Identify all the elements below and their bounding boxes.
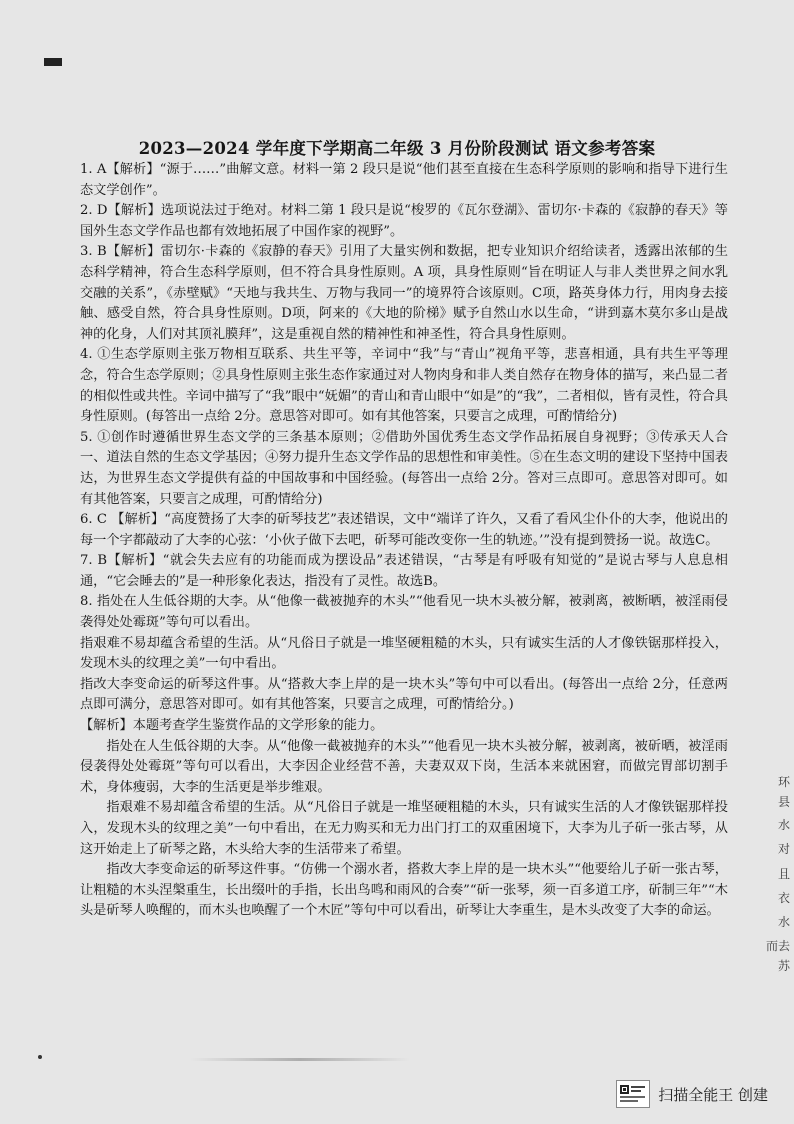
- answer-paragraph: 2. D【解析】选项说法过于绝对。材料二第 1 段只是说“梭罗的《瓦尔登湖》、雷切尔·卡森的《寂静的春天》等国外生态文学作品也都有效地拓展了中国作家的视野”。: [80, 203, 728, 239]
- scan-smudge: [190, 1058, 410, 1061]
- edge-glyph: 且: [777, 867, 790, 881]
- answer-body: [80, 160, 728, 922]
- scan-corner-mark: [44, 58, 62, 66]
- answer-paragraph: 指处在人生低谷期的大李。从“他像一截被抛弃的木头”“他看见一块木头被分解，被剥离，被斫晒，被淫雨侵袭得处处霉斑”等句可以看出，大李因企业经营不善，夫妻双双下岗，生活本来就困窘，而做完胃部切割手术，身体瘦弱，大李的生活更是举步维艰。: [80, 738, 728, 795]
- answer-paragraph: 3. B【解析】雷切尔·卡森的《寂静的春天》引用了大量实例和数据，把专业知识介绍给读者，透露出浓郁的生态科学精神，符合生态科学原则，但不符合具身性原则。A 项，具身性原则“旨在明证人与非人类世界之间水乳交融的关系”，《赤壁赋》“天地与我共生、万物与我同一”的境界符合该原则。C项，路英身体力行，用肉身去接触、感受自然，符合具身性原则。D项，阿来的《大地的阶梯》赋予自然山水以生命，“讲到嘉木莫尔多山是战神的化身，人们对其顶礼膜拜”，这是重视自然的精神性和神圣性，符合具身性原则。: [80, 244, 728, 342]
- answer-paragraph: 【解析】本题考查学生鉴赏作品的文学形象的能力。: [80, 718, 384, 734]
- edge-glyph: 而去: [765, 939, 790, 953]
- edge-glyph: 衣: [777, 891, 790, 905]
- edge-glyph: 环: [777, 775, 790, 789]
- watermark: [616, 1080, 768, 1108]
- edge-glyph: 水: [777, 818, 790, 832]
- answer-paragraph: 6. C 【解析】“高度赞扬了大李的斫琴技艺”表述错误，文中“端详了许久，又看了看风尘仆仆的大李，他说出的每一个字都敲动了大李的心弦：‘小伙子做下去吧，斫琴可能改变你一生的轨迹。’”没有提到赞扬一说。故选C。: [80, 512, 728, 548]
- answer-paragraph: 指艰难不易却蕴含希望的生活。从“凡俗日子就是一堆坚硬粗糙的木头，只有诚实生活的人才像铁锯那样投入，发现木头的纹理之美”一句中看出。: [80, 635, 728, 672]
- answer-paragraph: 5. ①创作时遵循世界生态文学的三条基本原则；②借助外国优秀生态文学作品拓展自身视野；③传承天人合一、道法自然的生态文学基因；④努力提升生态文学作品的思想性和审美性。⑤在生态文明的建设下坚持中国表达，为世界生态文学提供有益的中国故事和中国经验。(每答出一点给 2分。答对三点即可。意思答对即可。如有其他答案，只要言之成理，可酌情给分): [80, 429, 728, 507]
- page-title: 2023—2024 学年度下学期高二年级 3 月份阶段测试 语文参考答案: [138, 139, 656, 158]
- edge-glyph: 县: [777, 795, 790, 809]
- bleed-through-edge: [754, 0, 794, 1124]
- scan-dot: [38, 1055, 42, 1059]
- answer-paragraph: 4. ①生态学原则主张万物相互联系、共生平等，辛词中“我”与“青山”视角平等，悲喜相通，具有共生平等理念，符合生态学原则；②具身性原则主张生态作家通过对人物肉身和非人类自然存在物身体的描写，来凸显二者的相似性或共性。辛词中描写了“我”眼中“妩媚”的青山和青山眼中“如是”的“我”，二者相似，皆有灵性，符合具身性原则。(每答出一点给 2分。意思答对即可。如有其他答案，只要言之成理，可酌情给分): [80, 347, 728, 425]
- answer-paragraph: 指改大李变命运的斫琴这件事。“仿佛一个溺水者，搭救大李上岸的是一块木头”“他要给儿子斫一张古琴，让粗糙的木头涅槃重生，长出缀叶的手指，长出鸟鸣和雨风的合奏”“斫一张琴，须一百多道工序，斫制三年”“木头是斫琴人唤醒的，而木头也唤醒了一个木匠”等句中可以看出，斫琴让大李重生，是木头改变了大李的命运。: [80, 862, 728, 919]
- answer-paragraph: 7. B【解析】“就会失去应有的功能而成为摆设品”表述错误，“古琴是有呼吸有知觉的”是说古琴与人息息相通，“它会睡去的”是一种形象化表达，指没有了灵性。故选B。: [80, 553, 728, 589]
- answer-paragraph: 指艰难不易却蕴含希望的生活。从“凡俗日子就是一堆坚硬粗糙的木头，只有诚实生活的人才像铁锯那样投入，发现木头的纹理之美”一句中看出，在无力购买和无力出门打工的双重困境下，大李为儿子斫一张古琴，从这开始走上了斫琴之路，木头给大李的生活带来了希望。: [80, 800, 728, 857]
- edge-glyph: 苏: [777, 959, 790, 973]
- watermark-text: 扫描全能王 创建: [658, 1085, 768, 1104]
- answer-paragraph: 指改大李变命运的斫琴这件事。从“搭救大李上岸的是一块木头”等句中可以看出。(每答出一点给 2分，任意两点即可满分，意思答对即可。如有其他答案，只要言之成理，可酌情给分。): [80, 676, 728, 713]
- edge-glyph: 水: [777, 915, 790, 929]
- edge-glyph: 对: [777, 842, 790, 856]
- camscanner-logo-icon: [616, 1080, 650, 1108]
- answer-paragraph: 1. A【解析】“源于……”曲解文意。材料一第 2 段只是说“他们甚至直接在生态科学原则的影响和指导下进行生态文学创作”。: [80, 162, 728, 198]
- answer-paragraph: 8. 指处在人生低谷期的大李。从“他像一截被抛弃的木头”“他看见一块木头被分解，被剥离，被断晒，被淫雨侵袭得处处霉斑”等句可以看出。: [80, 594, 728, 631]
